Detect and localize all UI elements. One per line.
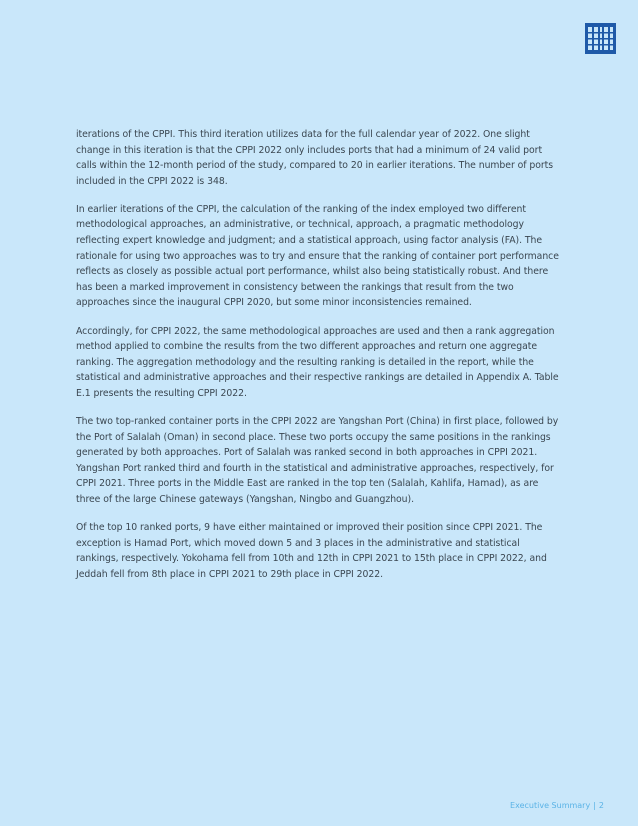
paragraph-rank-aggregation: Accordingly, for CPPI 2022, the same methodological approaches are used and then a rank aggregation method applied to combine the results from the two different approaches and return one aggregate ranking. The aggregation methodology and the resulting ranking is detailed in the report, while the statistical and administrative approaches and their respective rankings are detailed in Appendix A. Table E.1 presents the resulting CPPI 2022. bbox=[76, 325, 559, 399]
footer-page-number: 2 bbox=[598, 801, 604, 810]
footer-section-title: Executive Summary bbox=[510, 801, 591, 810]
world-bank-logo-icon bbox=[585, 23, 616, 54]
paragraph-top-ranked-ports: The two top-ranked container ports in the CPPI 2022 are Yangshan Port (China) in first place, followed by the Port of Salalah (Oman) in second place. These two ports occupy the same positions in the rankings generated by both approaches. Port of Salalah was ranked second in both approaches in CPPI 2021. Yangshan Port ranked third and fourth in the statistical and administrative approaches, respectively, for CPPI 2021. Three ports in the Middle East are ranked in the top ten (Salalah, Kahlifa, Hamad), as are three of the large Chinese gateways (Yangshan, Ningbo and Guangzhou). bbox=[76, 416, 559, 505]
footer-separator: | bbox=[593, 801, 596, 810]
paragraph-cppi-iterations: iterations of the CPPI. This third iteration utilizes data for the full calendar year of 2022. One slight change in this iteration is that the CPPI 2022 only includes ports that had a minimum of 24 valid port calls within the 12-month period of the study, compared to 20 in earlier iterations. The number of ports included in the CPPI 2022 is 348. bbox=[76, 129, 554, 187]
logo-svg bbox=[585, 23, 616, 54]
paragraph-methodological-approaches: In earlier iterations of the CPPI, the calculation of the ranking of the index employed two different methodological approaches, an administrative, or technical, approach, a pragmatic methodology reflecting expert knowledge and judgment; and a statistical approach, using factor analysis (FA). The rationale for using two approaches was to try and ensure that the ranking of container port performance reflects as closely as possible actual port performance, whilst also being statistically robust. And there has been a marked improvement in consistency between the rankings that result from the two approaches since the inaugural CPPI 2020, but some minor inconsistencies remained. bbox=[76, 203, 559, 309]
page-footer bbox=[510, 801, 604, 810]
paragraph-top-10-changes: Of the top 10 ranked ports, 9 have either maintained or improved their position since CPPI 2021. The exception is Hamad Port, which moved down 5 and 3 places in the administrative and statistical rankings, respectively. Yokohama fell from 10th and 12th in CPPI 2021 to 15th place in CPPI 2022, and Jeddah fell from 8th place in CPPI 2021 to 29th place in CPPI 2022. bbox=[76, 522, 547, 580]
main-body-text bbox=[76, 127, 562, 595]
